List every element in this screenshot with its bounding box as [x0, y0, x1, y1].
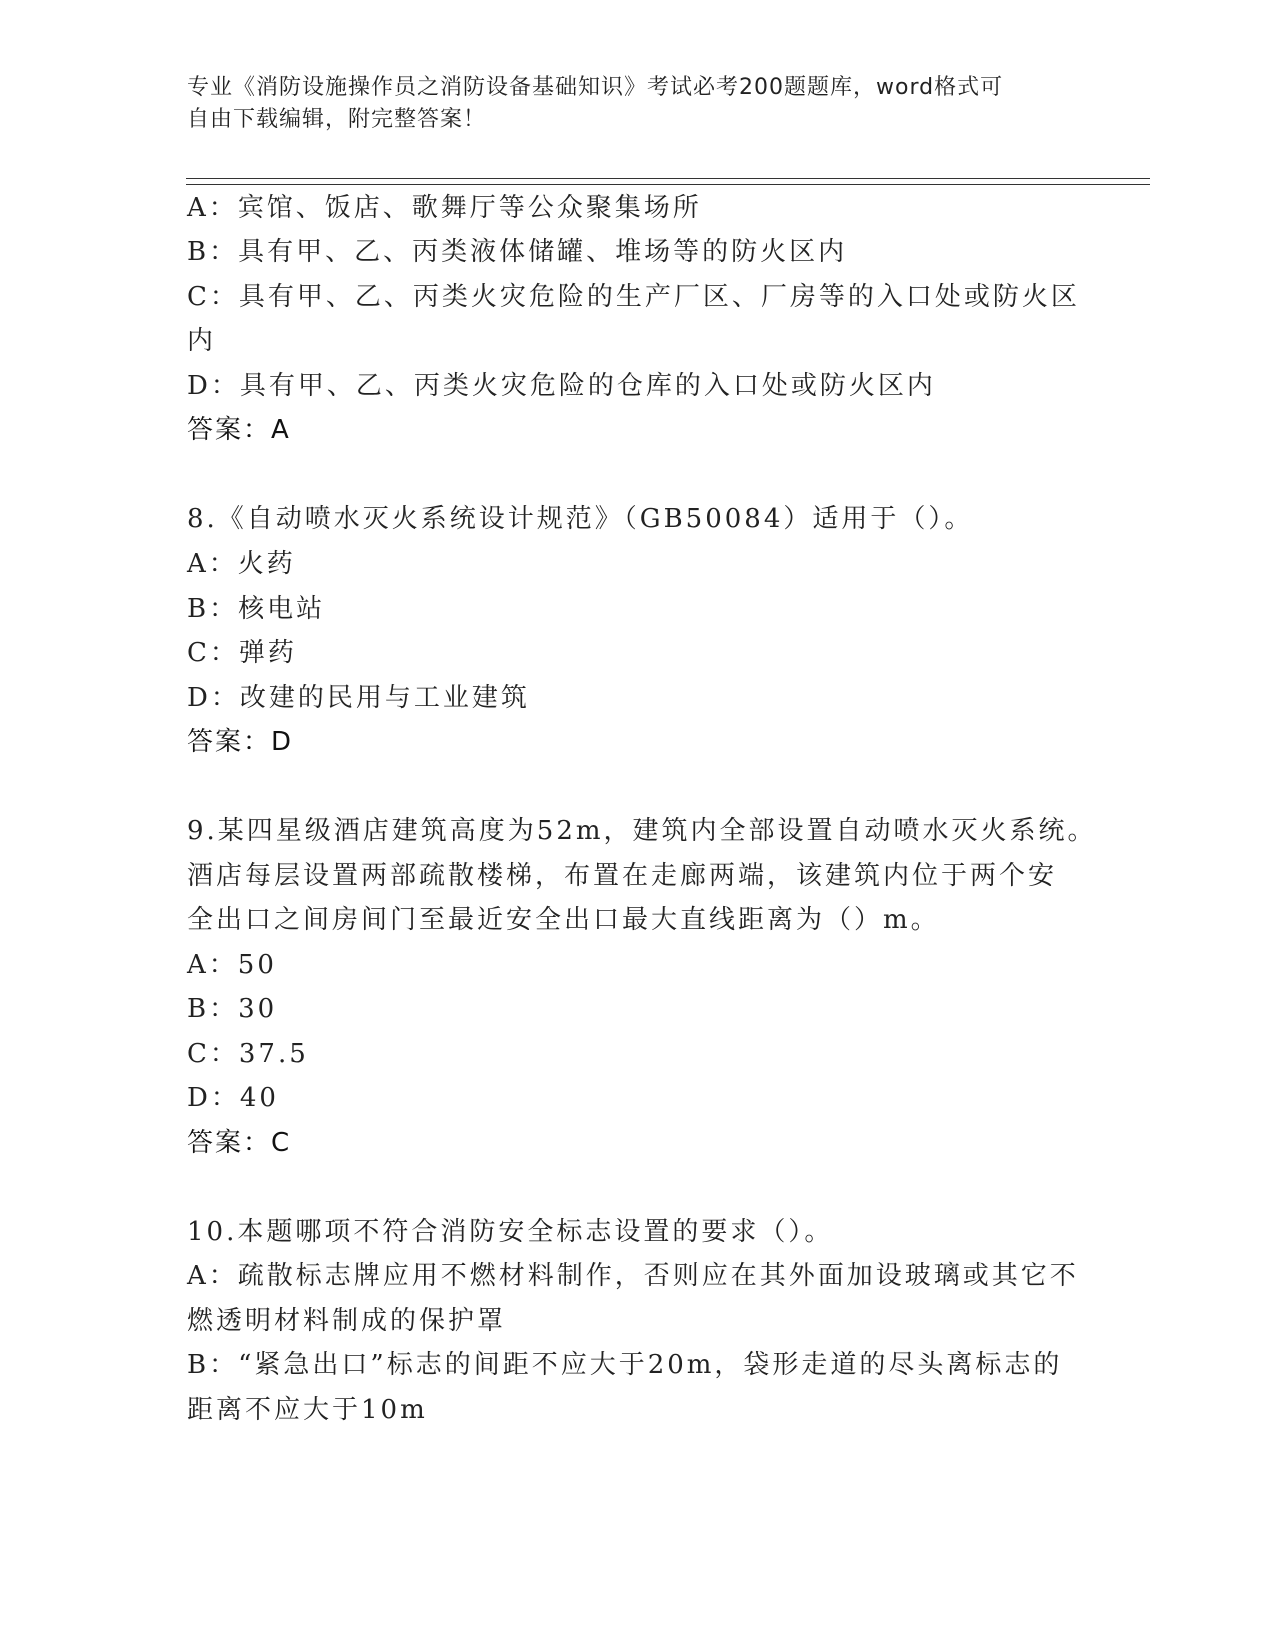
q9-option-c: C：37.5: [187, 1039, 309, 1069]
q7-option-c-line-1: C：具有甲、乙、丙类火灾危险的生产厂区、厂房等的入口处或防火区: [187, 282, 1080, 312]
header-line-2: 自由下载编辑，附完整答案！: [187, 107, 487, 132]
q8-answer: 答案：D: [187, 727, 294, 757]
q7-option-a: A：宾馆、饭店、歌舞厅等公众聚集场所: [187, 193, 702, 223]
q10-option-b-line-1: B：“紧急出口”标志的间距不应大于20m，袋形走道的尽头离标志的: [187, 1350, 1063, 1380]
q9-option-a: A：50: [187, 950, 277, 980]
q9-stem-line-2: 酒店每层设置两部疏散楼梯，布置在走廊两端，该建筑内位于两个安: [187, 861, 1058, 891]
q10-stem: 10.本题哪项不符合消防安全标志设置的要求（）。: [187, 1217, 834, 1247]
q8-option-b: B：核电站: [187, 594, 326, 624]
q9-stem-line-1: 9.某四星级酒店建筑高度为52m，建筑内全部设置自动喷水灭火系统。: [187, 816, 1097, 846]
q10-option-b-line-2: 距离不应大于10m: [187, 1395, 428, 1425]
header-rule-bottom: [186, 184, 1150, 185]
q8-option-c: C：弹药: [187, 638, 297, 668]
q9-answer: 答案：C: [187, 1128, 292, 1158]
q10-option-a-line-2: 燃透明材料制成的保护罩: [187, 1306, 507, 1336]
q8-option-a: A：火药: [187, 549, 296, 579]
header-rule-top: [186, 178, 1150, 179]
q9-stem-line-3: 全出口之间房间门至最近安全出口最大直线距离为（）m。: [187, 905, 940, 935]
q9-option-b: B：30: [187, 994, 278, 1024]
q7-answer: 答案：A: [187, 415, 291, 445]
q7-option-b: B：具有甲、乙、丙类液体储罐、堆场等的防火区内: [187, 237, 848, 267]
document-header: [187, 72, 1067, 136]
header-line-1: 专业《消防设施操作员之消防设备基础知识》考试必考200题题库，word格式可: [187, 75, 1004, 100]
q9-option-d: D：40: [187, 1083, 279, 1113]
q7-option-c-line-2: 内: [187, 326, 217, 356]
q7-option-d: D：具有甲、乙、丙类火灾危险的仓库的入口处或防火区内: [187, 371, 936, 401]
q10-option-a-line-1: A：疏散标志牌应用不燃材料制作，否则应在其外面加设玻璃或其它不: [187, 1261, 1079, 1291]
q8-option-d: D：改建的民用与工业建筑: [187, 683, 530, 713]
q8-stem: 8.《自动喷水灭火系统设计规范》（GB50084）适用于（）。: [187, 504, 974, 534]
